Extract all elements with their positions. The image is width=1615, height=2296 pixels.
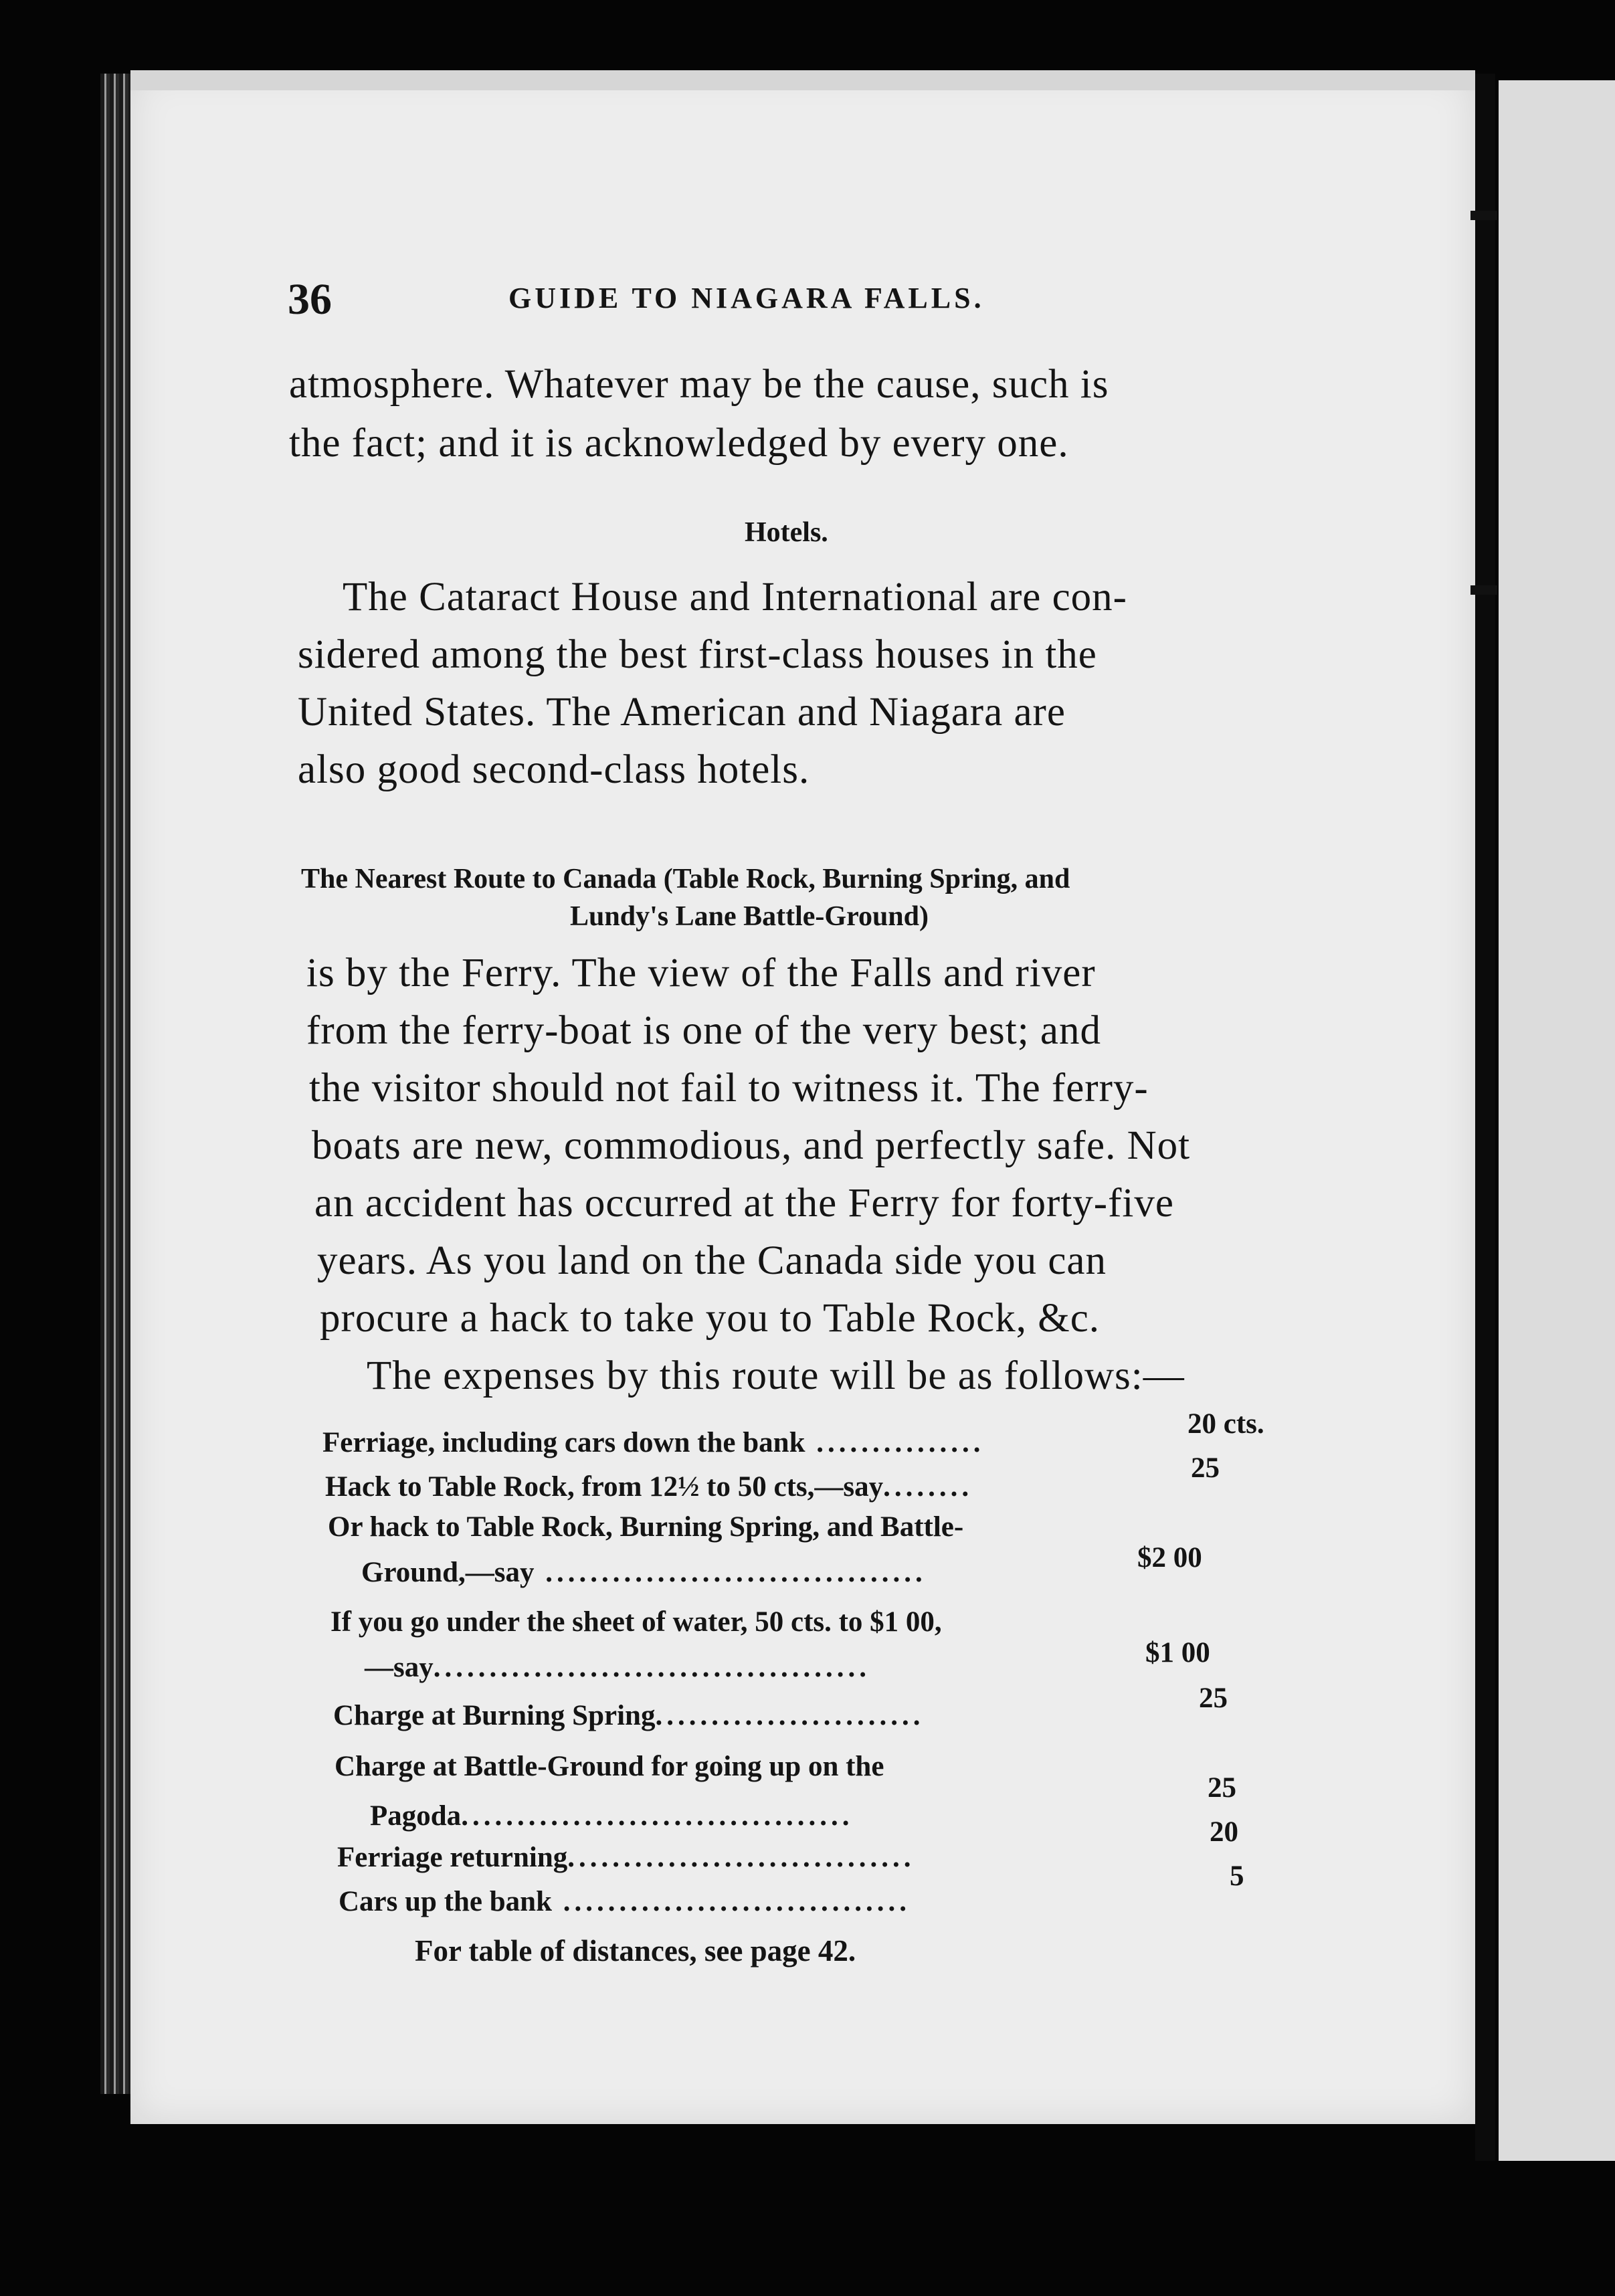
- expense-row: [370, 1800, 853, 1832]
- dot-leader: ...................................: [461, 1800, 854, 1832]
- expense-label: Or hack to Table Rock, Burning Spring, and Battle-: [328, 1511, 964, 1543]
- expense-row: [333, 1699, 924, 1732]
- dot-leader: ...............................: [567, 1842, 915, 1873]
- expense-label: Ferriage, including cars down the bank: [322, 1427, 805, 1458]
- expense-amount: 5: [1230, 1860, 1244, 1892]
- body-line: the fact; and it is acknowledged by every one.: [289, 421, 1069, 466]
- body-line: procure a hack to take you to Table Rock, &c.: [320, 1296, 1101, 1341]
- body-line: is by the Ferry. The view of the Falls and river: [306, 951, 1096, 995]
- hotels-heading: Hotels.: [745, 517, 828, 548]
- expense-label: Hack to Table Rock, from 12½ to 50 cts,—say: [325, 1471, 884, 1503]
- expense-label: Cars up the bank: [339, 1886, 553, 1917]
- expense-amount: 25: [1199, 1683, 1228, 1714]
- expense-label: Ground,—say: [361, 1557, 535, 1588]
- dot-leader: ..................................: [534, 1557, 927, 1588]
- body-line: The Cataract House and International are con-: [343, 575, 1127, 619]
- expense-row: [322, 1426, 985, 1459]
- expense-row: [337, 1841, 915, 1874]
- expense-amount: 20 cts.: [1188, 1408, 1264, 1440]
- expense-label: Charge at Battle-Ground for going up on the: [335, 1751, 884, 1782]
- expense-amount: 25: [1208, 1772, 1236, 1804]
- expense-row: [361, 1556, 927, 1589]
- expense-label: If you go under the sheet of water, 50 cts. to $1 00,: [330, 1606, 942, 1638]
- body-line: years. As you land on the Canada side you can: [317, 1238, 1107, 1283]
- body-line: from the ferry-boat is one of the very best; and: [306, 1008, 1101, 1053]
- expense-label: —say: [365, 1652, 434, 1683]
- body-line: atmosphere. Whatever may be the cause, such is: [289, 362, 1109, 407]
- dot-leader: ........................: [655, 1700, 925, 1731]
- body-line: the visitor should not fail to witness it. The ferry-: [309, 1066, 1149, 1111]
- dot-leader: ........: [883, 1471, 973, 1503]
- expense-label: Ferriage returning: [337, 1842, 568, 1873]
- body-line: United States. The American and Niagara are: [298, 690, 1066, 735]
- body-line: also good second-class hotels.: [298, 747, 810, 792]
- dot-leader: ...............................: [552, 1886, 911, 1917]
- expense-amount: $2 00: [1137, 1542, 1202, 1573]
- body-line: sidered among the best first-class houses in the: [298, 632, 1097, 677]
- expense-amount: 25: [1191, 1452, 1220, 1484]
- expense-amount: $1 00: [1145, 1637, 1210, 1668]
- dot-leader: .......................................: [433, 1652, 870, 1683]
- body-line: boats are new, commodious, and perfectly safe. Not: [312, 1123, 1191, 1168]
- expense-row: [335, 1750, 884, 1783]
- expense-row: [365, 1651, 870, 1684]
- route-heading: The Nearest Route to Canada (Table Rock, Burning Spring, and: [301, 864, 1070, 894]
- expense-amount: 20: [1210, 1816, 1238, 1848]
- page-number: 36: [288, 275, 332, 324]
- expense-row: [339, 1885, 911, 1918]
- expense-row: [325, 1470, 973, 1503]
- footer-note: For table of distances, see page 42.: [415, 1934, 856, 1968]
- running-head-title: GUIDE TO NIAGARA FALLS.: [508, 282, 985, 314]
- expense-label: Pagoda: [370, 1800, 462, 1832]
- body-line: The expenses by this route will be as follows:—: [367, 1353, 1185, 1398]
- dot-leader: ...............: [805, 1427, 985, 1458]
- expense-row: [328, 1511, 963, 1543]
- expense-row: [330, 1606, 942, 1638]
- expense-label: Charge at Burning Spring: [333, 1700, 656, 1731]
- route-heading-continued: Lundy's Lane Battle-Ground): [570, 901, 929, 932]
- body-line: an accident has occurred at the Ferry for forty-five: [314, 1181, 1174, 1226]
